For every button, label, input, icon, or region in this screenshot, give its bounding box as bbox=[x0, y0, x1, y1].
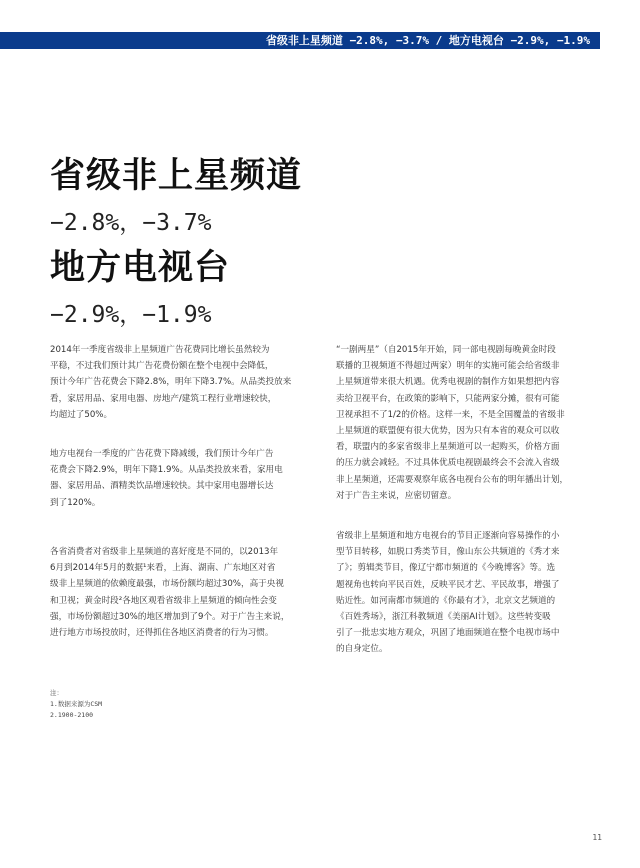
footnote-2: 2.1900-2100 bbox=[50, 711, 94, 719]
text-line: 地方电视台一季度的广告花费下降减缓，我们预计今年广告 bbox=[50, 449, 274, 459]
footnote-label: 注： bbox=[50, 689, 63, 697]
text-line: 花费会下降2.9%，明年下降1.9%。从品类投放来看，家用电 bbox=[50, 465, 283, 476]
text-line: 6月到2014年5月的数据¹来看，上海、湖南、广东地区对省 bbox=[50, 563, 276, 574]
text-line: 非上星频道，还需要观察年底各电视台公布的明年播出计划， bbox=[336, 474, 569, 485]
text-line: 到了120%。 bbox=[50, 497, 101, 508]
text-line: 卫视承担不了1/2的价格。这样一来，不是全国覆盖的省级非 bbox=[336, 409, 565, 420]
footnote-1: 1.数据来源为CSM bbox=[50, 700, 103, 708]
text-line: 型节目转移，如脱口秀类节目，像山东公共频道的《秀才来 bbox=[336, 547, 560, 558]
text-line: 题视角也转向平民百姓，反映平民才艺、平民故事，增强了 bbox=[336, 579, 560, 590]
text-line: 各省消费者对省级非上星频道的喜好度是不同的，以2013年 bbox=[50, 547, 279, 557]
text-line: 平稳，不过我们预计其广告花费份额在整个电视中会降低， bbox=[50, 361, 274, 372]
text-line: 的压力就会减轻。不过具体优质电视剧最终会不会流入省级 bbox=[336, 458, 560, 469]
text-line: 看，家居用品、家用电器、房地产/建筑工程行业增速较快， bbox=[50, 393, 277, 404]
section1-title: 省级非上星频道 bbox=[50, 156, 303, 196]
text-line: 均超过了50%。 bbox=[50, 409, 113, 420]
left-paragraph-3 bbox=[50, 544, 312, 641]
page-number: 11 bbox=[592, 833, 602, 842]
right-paragraph-1 bbox=[336, 342, 598, 504]
text-line: 省级非上星频道和地方电视台的节目正逐渐向容易操作的小 bbox=[336, 531, 560, 541]
text-line: 对于广告主来说，应密切留意。 bbox=[336, 490, 457, 501]
footnotes bbox=[50, 688, 102, 721]
text-line: 卖给卫视平台，在政策的影响下，只能两家分摊，很有可能 bbox=[336, 393, 560, 404]
text-line: 了》；剪辑类节目，像辽宁都市频道的《今晚博客》等。选 bbox=[336, 563, 556, 574]
section2-figures: −2.9%，−1.9% bbox=[50, 302, 212, 328]
right-paragraph-2 bbox=[336, 528, 598, 658]
text-line: 引了一批忠实地方观众，巩固了地面频道在整个电视市场中 bbox=[336, 628, 560, 639]
text-line: 上星频道带来很大机遇。优秀电视剧的制作方如果想把内容 bbox=[336, 377, 560, 388]
text-line: 2014年一季度省级非上星频道广告花费同比增长虽然较为 bbox=[50, 345, 270, 355]
left-paragraph-1 bbox=[50, 342, 312, 423]
text-line: “一剧两星”（自2015年开始，同一部电视剧每晚黄金时段 bbox=[336, 345, 556, 355]
header-banner bbox=[0, 32, 600, 49]
text-line: 预计今年广告花费会下降2.8%，明年下降3.7%。从品类投放来 bbox=[50, 377, 292, 388]
text-line: 看，联盟内的多家省级非上星频道可以一起购买，价格方面 bbox=[336, 442, 560, 453]
text-line: 级非上星频道的依赖度最强，市场份额均超过30%，高于央视 bbox=[50, 579, 284, 590]
text-line: 强，市场份额超过30%的地区增加到了9个。对于广告主来说， bbox=[50, 611, 290, 622]
text-line: 器、家居用品、酒精类饮品增速较快。其中家用电器增长达 bbox=[50, 481, 274, 492]
section1-figures: −2.8%，−3.7% bbox=[50, 210, 212, 236]
text-line: 上星频道的联盟便有很大优势，因为只有本省的观众可以收 bbox=[336, 426, 560, 437]
text-line: 联播的卫视频道不得超过两家）明年的实施可能会给省级非 bbox=[336, 361, 560, 372]
text-line: 的自身定位。 bbox=[336, 644, 388, 655]
left-paragraph-2 bbox=[50, 446, 312, 511]
header-banner-text: 省级非上星频道 −2.8%, −3.7% / 地方电视台 −2.9%, −1.9% bbox=[265, 34, 590, 47]
section2-title: 地方电视台 bbox=[50, 248, 231, 288]
text-line: 和卫视；黄金时段²各地区观看省级非上星频道的倾向性会变 bbox=[50, 595, 277, 606]
text-line: 《百姓秀场》，浙江科教频道《美丽AI计划》。这些转变吸 bbox=[336, 612, 551, 623]
text-line: 贴近性。如河南都市频道的《你最有才》，北京文艺频道的 bbox=[336, 595, 556, 606]
text-line: 进行地方市场投放时，还得抓住各地区消费者的行为习惯。 bbox=[50, 628, 274, 639]
